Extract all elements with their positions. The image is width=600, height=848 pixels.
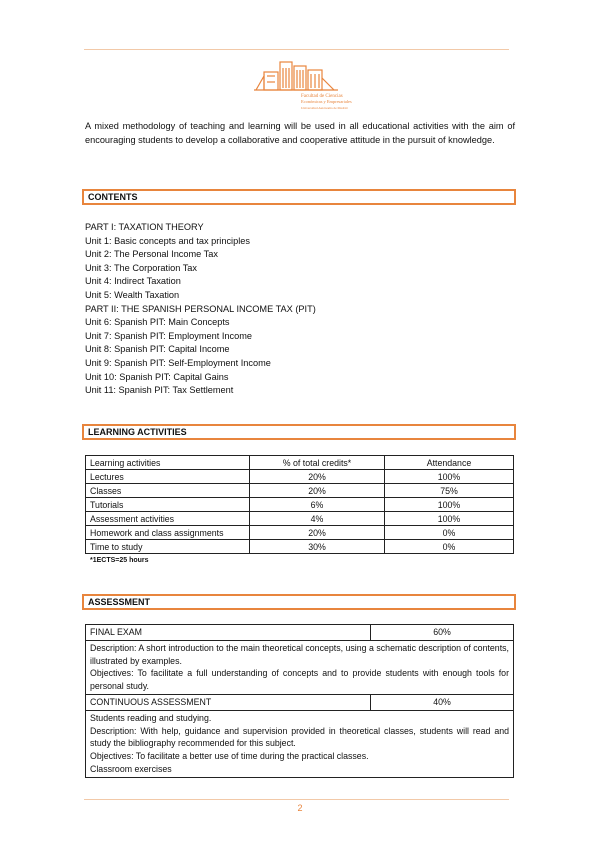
credits-footnote: *1ECTS=25 hours — [90, 557, 149, 564]
table-row — [86, 512, 514, 526]
table-row — [86, 710, 514, 777]
attendance-cell: 100% — [385, 498, 514, 512]
contents-line: PART II: THE SPANISH PERSONAL INCOME TAX (PIT) — [85, 303, 316, 314]
activity-cell: Homework and class assignments — [86, 526, 250, 540]
continuous-assessment-details — [86, 710, 514, 777]
header-rule — [84, 49, 509, 50]
activity-cell: Lectures — [86, 470, 250, 484]
table-header-row — [86, 456, 514, 470]
contents-line: Unit 2: The Personal Income Tax — [85, 249, 218, 260]
contents-line: Unit 3: The Corporation Tax — [85, 262, 198, 273]
continuous-assessment-percentage: 40% — [371, 694, 514, 710]
logo-line-2: Económicas y Empresariales — [301, 99, 352, 104]
table-row — [86, 694, 514, 710]
table-row — [86, 625, 514, 641]
logo-line-1: Facultad de Ciencias — [301, 94, 343, 99]
contents-line: Unit 1: Basic concepts and tax principles — [85, 235, 250, 246]
contents-line: Unit 10: Spanish PIT: Capital Gains — [85, 371, 229, 382]
activity-cell: Classes — [86, 484, 250, 498]
assessment-table — [85, 624, 514, 778]
credits-cell: 4% — [250, 512, 385, 526]
continuous-reading: Students reading and studying. — [90, 712, 212, 723]
contents-line: Unit 6: Spanish PIT: Main Concepts — [85, 317, 230, 328]
credits-cell: 20% — [250, 526, 385, 540]
continuous-objectives: Objectives: To facilitate a better use of time during the practical classes. — [90, 751, 369, 762]
classroom-exercises: Classroom exercises — [90, 763, 172, 774]
table-row — [86, 498, 514, 512]
footer-rule — [84, 799, 509, 800]
table-row — [86, 470, 514, 484]
final-exam-label: FINAL EXAM — [86, 625, 371, 641]
contents-line: Unit 4: Indirect Taxation — [85, 276, 181, 287]
attendance-cell: 75% — [385, 484, 514, 498]
final-exam-objectives: Objectives: To facilitate a full understanding of concepts and to provide students with enough tools for personal study. — [90, 668, 509, 692]
attendance-cell: 0% — [385, 540, 514, 554]
intro-paragraph: A mixed methodology of teaching and learning will be used in all educational activities with the aim of encouraging students to develop a collaborative and cooperative attitude in the pursuit of knowledge. — [85, 121, 515, 145]
continuous-assessment-label: CONTINUOUS ASSESSMENT — [86, 694, 371, 710]
page-number: 2 — [297, 803, 303, 813]
logo-line-3: Universidad Autónoma de Madrid — [301, 106, 348, 110]
credits-cell: 30% — [250, 540, 385, 554]
table-row — [86, 484, 514, 498]
final-exam-details — [86, 640, 514, 694]
contents-line: Unit 11: Spanish PIT: Tax Settlement — [85, 385, 234, 396]
contents-line: Unit 9: Spanish PIT: Self-Employment Income — [85, 357, 271, 368]
credits-cell: 20% — [250, 470, 385, 484]
table-row — [86, 526, 514, 540]
header-cell: Attendance — [385, 456, 514, 470]
header-cell: % of total credits* — [250, 456, 385, 470]
credits-cell: 20% — [250, 484, 385, 498]
faculty-logo — [252, 58, 352, 112]
attendance-cell: 100% — [385, 512, 514, 526]
learning-activities-table — [85, 455, 514, 554]
final-exam-description: Description: A short introduction to the main theoretical concepts, using a schematic description of contents, illustrated by examples. — [90, 642, 509, 666]
credits-cell: 6% — [250, 498, 385, 512]
assessment-heading: ASSESSMENT — [82, 594, 516, 610]
activity-cell: Tutorials — [86, 498, 250, 512]
table-row — [86, 540, 514, 554]
continuous-description: Description: With help, guidance and supervision provided in theoretical classes, students will read and study the bibliography recommended for this subject. — [90, 725, 509, 749]
table-row — [86, 640, 514, 694]
learning-activities-heading: LEARNING ACTIVITIES — [82, 424, 516, 440]
contents-line: PART I: TAXATION THEORY — [85, 222, 204, 232]
final-exam-percentage: 60% — [371, 625, 514, 641]
contents-heading: CONTENTS — [82, 189, 516, 205]
attendance-cell: 100% — [385, 470, 514, 484]
contents-line: Unit 8: Spanish PIT: Capital Income — [85, 344, 230, 355]
contents-line: Unit 7: Spanish PIT: Employment Income — [85, 330, 252, 341]
contents-list — [85, 221, 316, 398]
activity-cell: Time to study — [86, 540, 250, 554]
header-cell: Learning activities — [86, 456, 250, 470]
attendance-cell: 0% — [385, 526, 514, 540]
contents-line: Unit 5: Wealth Taxation — [85, 289, 180, 300]
activity-cell: Assessment activities — [86, 512, 250, 526]
